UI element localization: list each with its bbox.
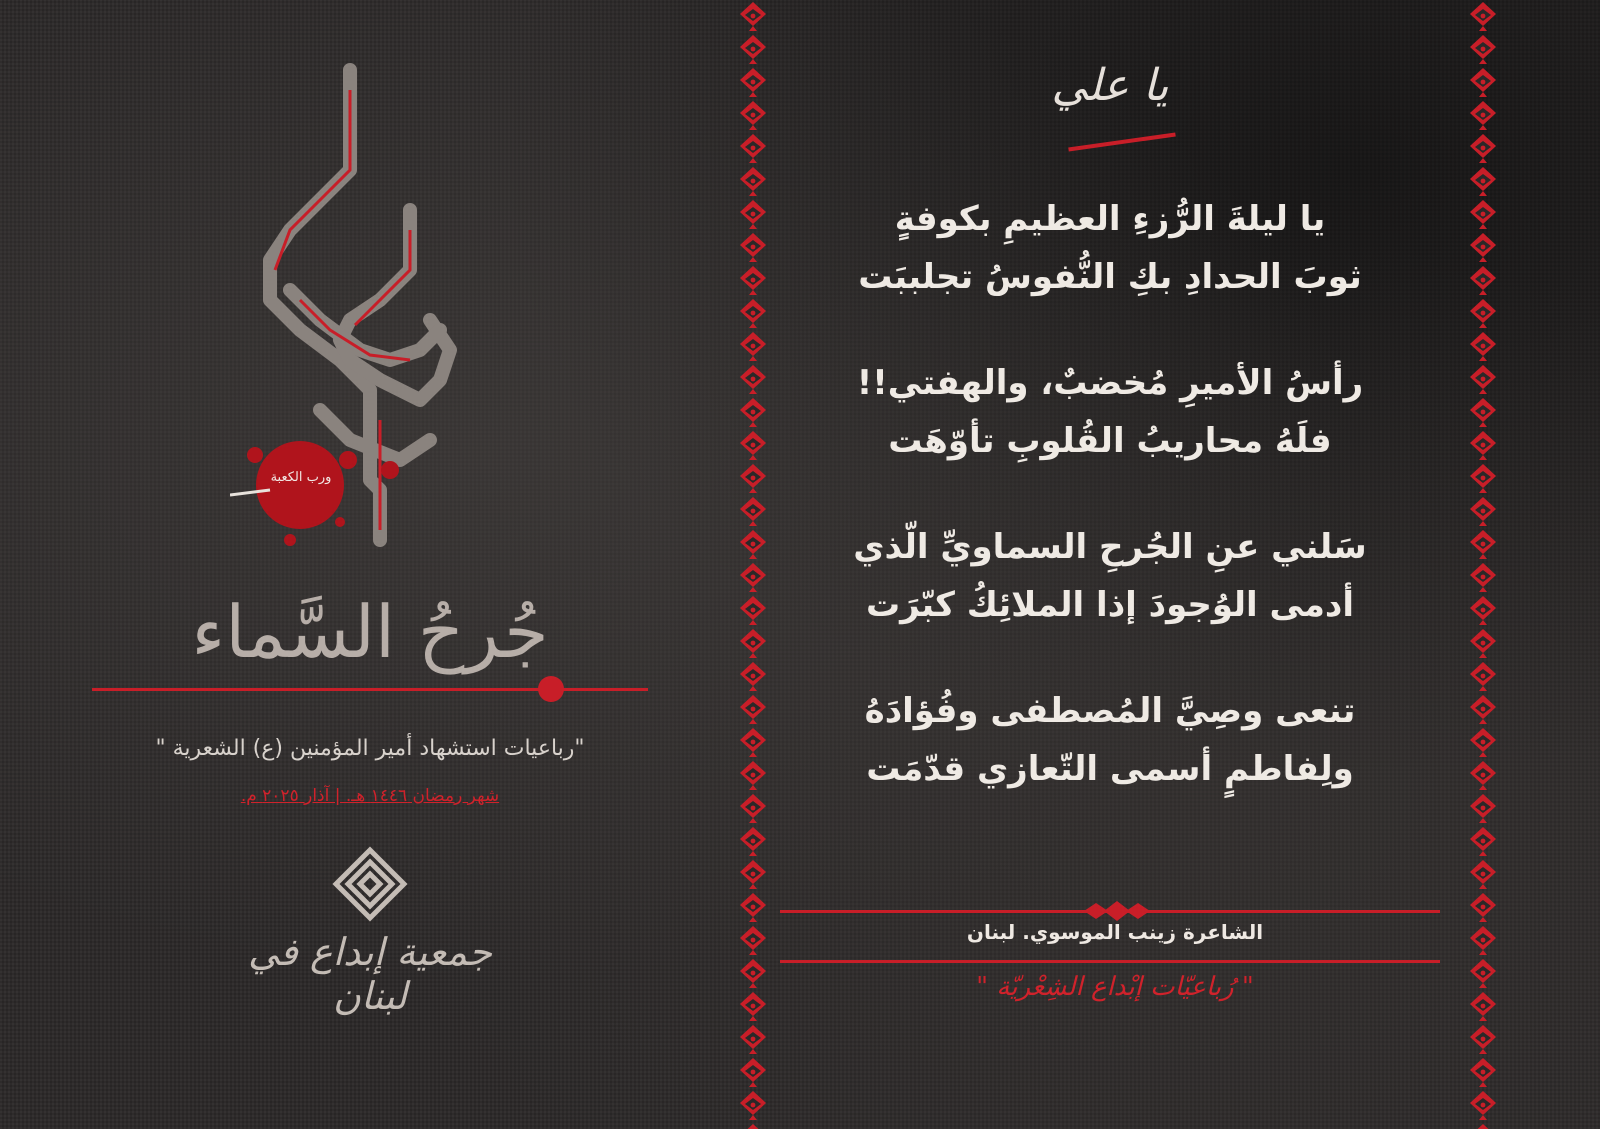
poster-title: جُرحُ السَّماء — [191, 590, 549, 674]
verse-line: تنعى وصِيَّ المُصطفى وفُؤادَهُ — [864, 691, 1356, 731]
verse-line: ولِفاطمٍ أسمى التّعازي قدّمَت — [866, 749, 1354, 789]
series-name: " رُباعيّات إبْداع الشِعْريّة " — [976, 972, 1254, 1002]
verse-line: يا ليلةَ الرُّزءِ العظيمِ بكوفةٍ — [894, 199, 1326, 239]
right-ornamental-border — [1466, 0, 1500, 1129]
divider-ornament-icon — [1082, 900, 1152, 922]
verse-line: فلَهُ محاريبُ القُلوبِ تأوّهَت — [888, 421, 1332, 461]
verse-line: ثوبَ الحدادِ بكِ النُّفوسُ تجلببَت — [858, 257, 1362, 297]
seal-text: ورب الكعبة — [270, 470, 332, 485]
poem-verses — [800, 190, 1420, 846]
verse-line: رأسُ الأميرِ مُخضبٌ، والهفتي!! — [856, 363, 1364, 403]
title-blood-drop-icon — [538, 676, 564, 702]
verse-line: سَلني عنِ الجُرحِ السماويِّ الّذي — [853, 527, 1367, 567]
divider-bottom — [780, 960, 1440, 963]
ali-calligraphy-emblem — [230, 60, 490, 580]
ya-ali-calligraphy: يا علي — [1051, 60, 1169, 111]
title-underline — [92, 688, 648, 691]
organization-logo-text: جمعية إبداع في لبنان — [248, 930, 492, 1018]
event-date: شهر رمضان ١٤٤٦ هـ. | آذار ٢٠٢٥ م. — [240, 786, 500, 806]
verse-stanza — [800, 682, 1420, 798]
verse-stanza — [800, 518, 1420, 634]
verse-stanza — [800, 190, 1420, 306]
verse-stanza — [800, 354, 1420, 470]
poet-credit: الشاعرة زينب الموسوي. لبنان — [966, 920, 1264, 944]
kufic-logo-icon — [332, 846, 408, 922]
left-ornamental-border — [736, 0, 770, 1129]
verse-line: أدمى الوُجودَ إذا الملائِكُ كبّرَت — [865, 585, 1355, 625]
poster-subtitle: "رباعيات استشهاد أمير المؤمنين (ع) الشعرية " — [155, 736, 585, 761]
